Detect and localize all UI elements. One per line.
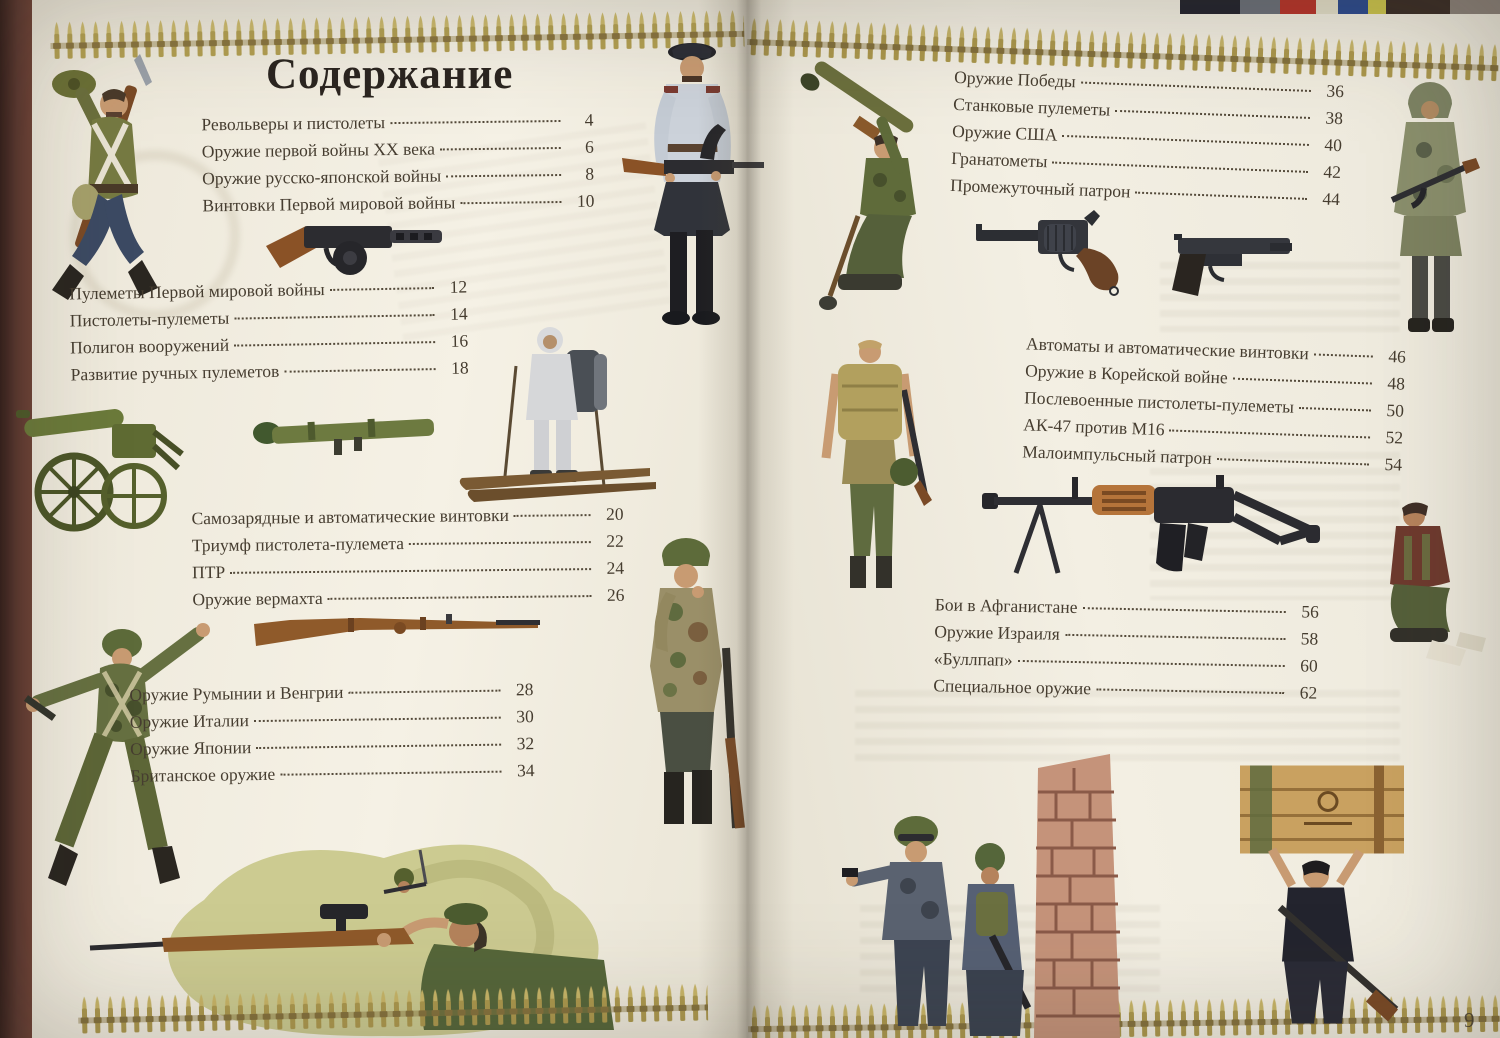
toc-entry-label: Револьверы и пистолеты (201, 112, 386, 135)
toc-block (129, 679, 534, 793)
toc-entry-page: 12 (449, 276, 468, 297)
toc-leader-dots (234, 341, 435, 347)
toc-entry-page: 50 (1386, 400, 1405, 421)
toc-entry-label: Пистолеты-пулеметы (69, 307, 230, 331)
toc-leader-dots (390, 120, 560, 124)
toc-entry-page: 22 (606, 530, 624, 551)
toc-entry-page: 38 (1325, 107, 1344, 129)
toc-entry-label: ПТР (192, 561, 226, 583)
toc-leader-dots (1217, 458, 1369, 465)
toc-leader-dots (328, 595, 592, 600)
toc-entry-page: 14 (450, 303, 468, 324)
toc-entry-label: Пулеметы Первой мировой войны (69, 279, 325, 304)
illustration-assault-scene (842, 740, 1152, 1038)
page-number: 9 (1464, 1008, 1475, 1032)
book-spine (1316, 0, 1338, 14)
toc-entry-label: Промежуточный патрон (949, 174, 1131, 202)
toc-entry (202, 191, 594, 223)
toc-leader-dots (256, 744, 501, 749)
toc-leader-dots (409, 541, 591, 545)
page-title: Содержание (266, 51, 514, 98)
toc-entry-label: Винтовки Первой мировой войны (202, 192, 456, 216)
toc-entry-label: Полигон вооружений (70, 334, 230, 358)
toc-block (1022, 333, 1406, 481)
toc-block (201, 110, 594, 223)
toc-entry-label: Малоимпульсный патрон (1022, 441, 1213, 468)
toc-entry-page: 54 (1384, 453, 1403, 475)
illustration-crouching-soldier (1368, 492, 1498, 672)
toc-entry-label: Гранатометы (950, 147, 1048, 172)
toc-entry-page: 6 (584, 136, 594, 157)
toc-entry-page: 58 (1300, 628, 1319, 649)
toc-leader-dots (1135, 192, 1307, 200)
toc-leader-dots (254, 717, 501, 722)
toc-entry-page: 18 (450, 357, 469, 378)
toc-entry (192, 585, 624, 617)
background-bookshelf (1180, 0, 1500, 14)
illustration-hooded-ak-soldier (1358, 70, 1498, 350)
toc-leader-dots (1065, 634, 1285, 640)
toc-leader-dots (234, 314, 434, 319)
toc-entry-page: 46 (1388, 346, 1407, 367)
toc-leader-dots (440, 147, 561, 150)
toc-leader-dots (230, 568, 591, 574)
illustration-bazooka (250, 403, 440, 468)
toc-entry-label: Оружие США (951, 120, 1058, 145)
toc-entry-page: 4 (584, 109, 594, 130)
toc-entry-page: 8 (585, 163, 595, 184)
book-spine (1368, 0, 1386, 14)
toc-entry-page: 62 (1299, 682, 1318, 703)
toc-entry-page: 60 (1300, 655, 1318, 676)
book-spine (1280, 0, 1316, 14)
toc-entry-label: Развитие ручных пулеметов (70, 360, 280, 385)
toc-leader-dots (1115, 110, 1310, 119)
toc-leader-dots (1083, 607, 1286, 613)
toc-leader-dots (284, 368, 435, 373)
toc-entry-label: Оружие Победы (953, 66, 1077, 92)
toc-entry-page: 40 (1324, 134, 1343, 156)
toc-entry-label: Оружие Италии (129, 710, 250, 732)
toc-leader-dots (330, 287, 435, 291)
toc-entry-page: 16 (450, 330, 469, 351)
toc-entry-label: Оружие русско-японской войны (202, 165, 442, 189)
book-spine (1338, 0, 1368, 14)
toc-entry-label: Станковые пулеметы (952, 93, 1111, 120)
illustration-maxim-machine-gun (16, 380, 191, 540)
illustration-p38-pistol (1150, 218, 1295, 303)
toc-entry-page: 10 (576, 190, 595, 211)
toc-entry-label: Оружие первой войны XX века (201, 138, 436, 162)
toc-entry-page: 20 (605, 503, 624, 524)
toc-leader-dots (1096, 688, 1284, 694)
toc-entry-page: 56 (1301, 601, 1320, 622)
toc-entry (130, 760, 534, 793)
illustration-backpack-soldier (800, 330, 940, 595)
toc-entry-label: Самозарядные и автоматические винтовки (191, 504, 510, 529)
illustration-rpg-soldier (788, 56, 968, 336)
toc-leader-dots (1052, 162, 1308, 173)
toc-leader-dots (1081, 82, 1311, 92)
toc-block (69, 277, 469, 392)
toc-entry-label: Автоматы и автоматические винтовки (1025, 333, 1310, 364)
illustration-ski-trooper (446, 238, 666, 508)
toc-leader-dots (1299, 407, 1371, 412)
book-spine (1240, 0, 1280, 14)
toc-leader-dots (1233, 378, 1372, 385)
book-spine (1180, 0, 1240, 14)
toc-entry-label: Британское оружие (130, 763, 276, 786)
toc-leader-dots (460, 201, 561, 204)
toc-entry-label: Триумф пистолета-пулемета (191, 533, 405, 556)
toc-leader-dots (1062, 135, 1309, 146)
toc-entry-label: Оружие вермахта (192, 587, 323, 610)
toc-block (950, 67, 1345, 216)
toc-leader-dots (514, 514, 591, 517)
toc-entry-page: 24 (606, 557, 625, 578)
toc-leader-dots (280, 771, 501, 776)
toc-entry-label: Послевоенные пистолеты-пулеметы (1023, 387, 1295, 417)
toc-leader-dots (1018, 660, 1285, 667)
toc-entry-page: 44 (1322, 188, 1341, 210)
toc-entry-page: 30 (516, 706, 534, 727)
illustration-crate-carrier (1188, 756, 1448, 1034)
toc-leader-dots (1314, 353, 1373, 357)
toc-entry-label: Бои в Афганистане (934, 594, 1078, 618)
toc-leader-dots (348, 690, 500, 694)
toc-entry-label: Оружие Румынии и Венгрии (129, 681, 344, 705)
toc-entry-page: 28 (515, 679, 534, 700)
toc-entry-label: Оружие в Корейской войне (1024, 360, 1229, 388)
toc-block (191, 504, 624, 617)
toc-entry-label: Оружие Израиля (934, 621, 1061, 644)
toc-entry-page: 42 (1323, 161, 1342, 183)
toc-entry-page: 36 (1326, 80, 1345, 102)
toc-entry-page: 52 (1385, 427, 1404, 448)
toc-leader-dots (446, 174, 561, 177)
book-spine (1386, 0, 1450, 14)
toc-entry-label: Специальное оружие (933, 675, 1092, 699)
toc-entry-page: 26 (606, 584, 625, 605)
toc-entry-label: АК-47 против М16 (1022, 414, 1165, 440)
toc-entry-label: «Буллпап» (933, 648, 1013, 670)
book-spine (1450, 0, 1500, 14)
toc-block (933, 594, 1319, 709)
toc-entry-label: Оружие Японии (130, 737, 252, 759)
toc-entry-page: 34 (516, 760, 535, 781)
toc-entry-page: 32 (516, 733, 535, 754)
toc-leader-dots (1169, 429, 1370, 438)
toc-entry-page: 48 (1387, 373, 1406, 394)
